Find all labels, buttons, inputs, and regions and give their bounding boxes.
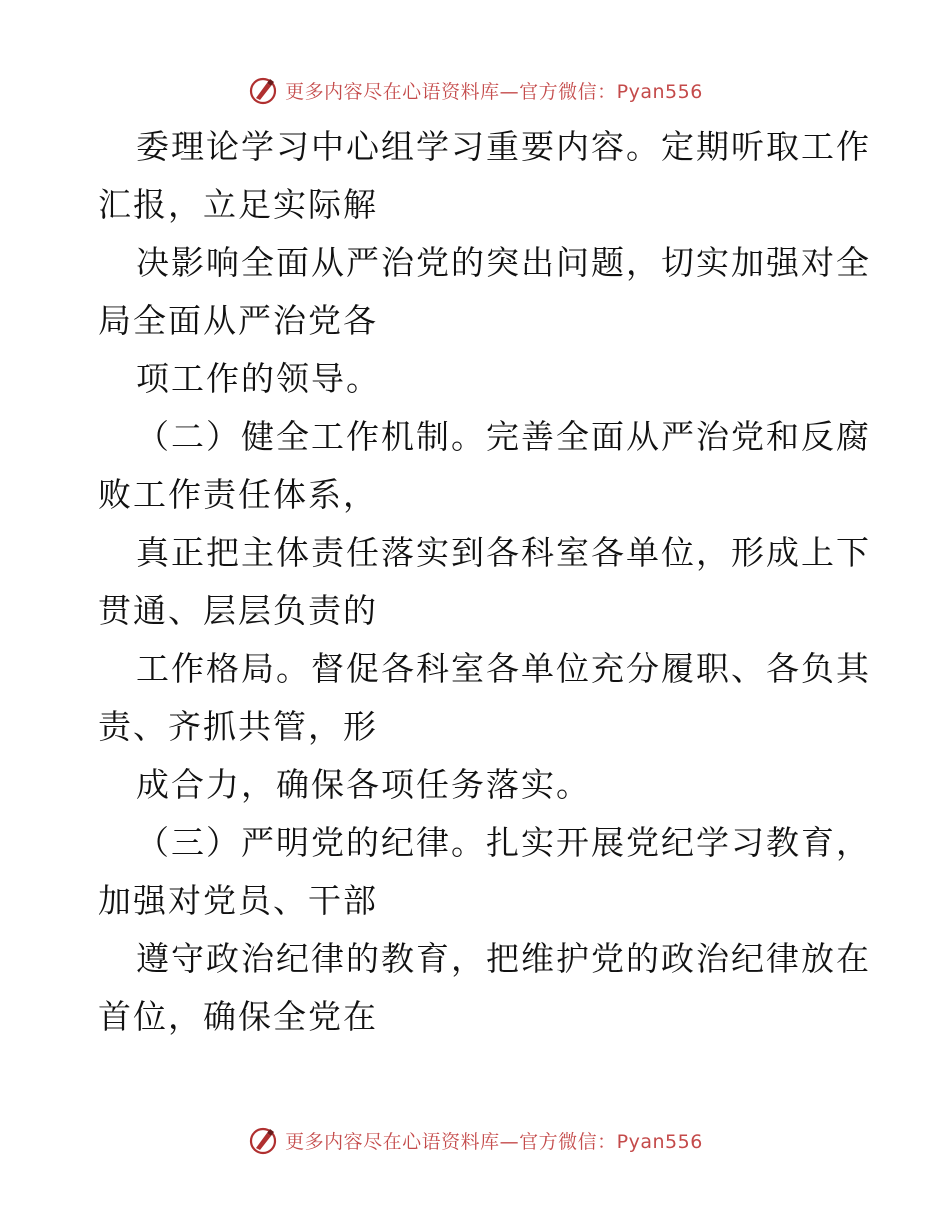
- text-line: 项工作的领导。: [136, 359, 381, 398]
- pen-seal-icon: [247, 1124, 279, 1156]
- section-heading-line: （三）严明党的纪律。扎实开展党纪学习教育，: [136, 823, 871, 862]
- pen-seal-icon: [247, 74, 279, 106]
- text-line: 成合力，确保各项任务落实。: [136, 765, 591, 804]
- text-line: 首位，确保全党在: [98, 997, 378, 1036]
- text-line: 败工作责任体系，: [98, 475, 378, 514]
- text-line: 责、齐抓共管，形: [98, 707, 378, 746]
- text-line: 真正把主体责任落实到各科室各单位，形成上下: [136, 533, 871, 572]
- text-line: 工作格局。督促各科室各单位充分履职、各负其: [136, 649, 871, 688]
- section-heading-line: （二）健全工作机制。完善全面从严治党和反腐: [136, 417, 871, 456]
- page-header-watermark: [0, 70, 950, 110]
- document-body: [98, 118, 871, 1046]
- text-line: 加强对党员、干部: [98, 881, 378, 920]
- page-footer-watermark: [0, 1120, 950, 1160]
- text-line: 决影响全面从严治党的突出问题，切实加强对全: [136, 243, 871, 282]
- text-line: 汇报，立足实际解: [98, 185, 378, 224]
- text-line: 委理论学习中心组学习重要内容。定期听取工作: [136, 127, 871, 166]
- text-line: 遵守政治纪律的教育，把维护党的政治纪律放在: [136, 939, 871, 978]
- header-watermark-text: 更多内容尽在心语资料库—官方微信：Pyan556: [285, 80, 703, 103]
- text-line: 贯通、层层负责的: [98, 591, 378, 630]
- footer-watermark-text: 更多内容尽在心语资料库—官方微信：Pyan556: [285, 1130, 703, 1153]
- text-line: 局全面从严治党各: [98, 301, 378, 340]
